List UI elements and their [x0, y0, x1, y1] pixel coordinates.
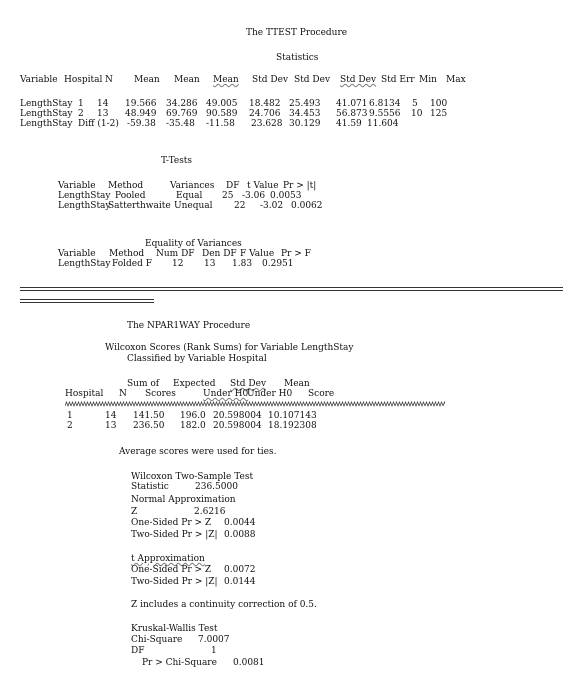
statistic-value: 236.5000: [195, 482, 238, 492]
cell: 9.5556: [369, 109, 401, 119]
cell: 2: [67, 421, 73, 431]
cell: LengthStay: [58, 191, 111, 201]
cell: 196.0: [180, 411, 206, 421]
col-scores: Scores: [145, 389, 176, 399]
cell: LengthStay: [58, 259, 111, 269]
t-two-sided-label: Two-Sided Pr > |Z|: [131, 577, 218, 587]
t-one-sided-value: 0.0072: [224, 565, 256, 575]
cell: 12: [172, 259, 184, 269]
ttest-title: The TTEST Procedure: [246, 28, 348, 38]
col-max: Max: [446, 75, 466, 85]
t-approx-label: t Approximation: [131, 554, 205, 564]
one-sided-label: One-Sided Pr > Z: [131, 518, 212, 528]
two-sided-label: Two-Sided Pr > |Z|: [131, 530, 218, 540]
t-two-sided-value: 0.0144: [224, 577, 256, 587]
cell: 22: [234, 201, 246, 211]
cell: 34.286: [166, 99, 198, 109]
cell: LengthStay: [20, 99, 73, 109]
col-min: Min: [419, 75, 437, 85]
col-score: Score: [308, 389, 335, 399]
cell: 41.59: [336, 119, 362, 129]
cell: -11.58: [206, 119, 235, 129]
chisq-value: 7.0007: [198, 635, 230, 645]
col-under-h0-2: Under H0: [247, 389, 293, 399]
cell: 100: [430, 99, 448, 109]
npar-title: The NPAR1WAY Procedure: [127, 321, 251, 331]
cell: Unequal: [174, 201, 213, 211]
cell: 18.482: [249, 99, 281, 109]
cell: 18.192308: [268, 421, 317, 431]
cell: 125: [430, 109, 448, 119]
cell: 0.0053: [270, 191, 302, 201]
col-numdf: Num DF: [156, 249, 195, 259]
col-variable: Variable: [58, 181, 96, 191]
cell: 2: [78, 109, 84, 119]
col-expected: Expected: [173, 379, 216, 389]
cell: 0.0062: [291, 201, 323, 211]
wilcoxon-title: Wilcoxon Scores (Rank Sums) for Variable LengthStay: [105, 343, 354, 353]
cell: LengthStay: [20, 109, 73, 119]
col-under-h0: Under H0: [203, 389, 249, 399]
classified-by: Classified by Variable Hospital: [127, 354, 267, 364]
cell: -3.02: [260, 201, 284, 211]
col-stddev: Std Dev: [230, 379, 267, 389]
cell: 13: [105, 421, 117, 431]
col-method: Method: [109, 249, 145, 259]
col-n: N: [119, 389, 127, 399]
cell: 13: [97, 109, 109, 119]
df-label: DF: [131, 646, 145, 656]
col-sumof: Sum of: [127, 379, 160, 389]
cell: 69.769: [166, 109, 198, 119]
separator-line: [20, 287, 563, 288]
col-df: DF: [226, 181, 240, 191]
two-sided-value: 0.0088: [224, 530, 256, 540]
cell: 1.83: [232, 259, 253, 269]
cell: 20.598004: [213, 411, 262, 421]
cell: 49.005: [206, 99, 238, 109]
cell: 6.8134: [369, 99, 401, 109]
col-pr: Pr > |t|: [283, 181, 317, 191]
cell: 30.129: [289, 119, 321, 129]
cell: 19.566: [125, 99, 157, 109]
col-dendf: Den DF: [202, 249, 237, 259]
cell: Diff (1-2): [78, 119, 119, 129]
cell: LengthStay: [58, 201, 111, 211]
chisq-label: Chi-Square: [131, 635, 183, 645]
cell: 34.453: [289, 109, 321, 119]
cell: 14: [105, 411, 117, 421]
one-sided-value: 0.0044: [224, 518, 256, 528]
z-value: 2.6216: [194, 507, 226, 517]
cell: 25: [222, 191, 234, 201]
cell: -59.38: [127, 119, 156, 129]
pr-chisq-value: 0.0081: [233, 658, 265, 668]
col-tvalue: t Value: [247, 181, 279, 191]
pr-chisq-label: Pr > Chi-Square: [142, 658, 217, 668]
col-variable: Variable: [58, 249, 96, 259]
cell: 1: [67, 411, 73, 421]
cell: 182.0: [180, 421, 206, 431]
cell: 11.604: [367, 119, 399, 129]
cell: Folded F: [112, 259, 153, 269]
cell: 1: [78, 99, 84, 109]
col-n: N: [105, 75, 113, 85]
separator-line: [20, 302, 154, 303]
cell: 48.949: [125, 109, 157, 119]
col-hospital: Hospital: [64, 75, 103, 85]
cell: 10.107143: [268, 411, 317, 421]
kruskal-title: Kruskal-Wallis Test: [131, 624, 218, 634]
df-value: 1: [211, 646, 217, 656]
continuity-note: Z includes a continuity correction of 0.5.: [131, 600, 317, 610]
cell: 5: [412, 99, 418, 109]
cell: LengthStay: [20, 119, 73, 129]
dashed-divider: [65, 401, 445, 407]
col-variances: Variances: [170, 181, 215, 191]
cell: -3.06: [242, 191, 266, 201]
separator-line: [20, 290, 563, 291]
col-mean: Mean: [284, 379, 310, 389]
statistics-title: Statistics: [276, 53, 319, 63]
normal-approx-label: Normal Approximation: [131, 495, 236, 505]
cell: Pooled: [115, 191, 146, 201]
cell: 10: [411, 109, 423, 119]
cell: 0.2951: [262, 259, 294, 269]
col-fvalue: F Value: [240, 249, 275, 259]
col-method: Method: [108, 181, 144, 191]
cell: Satterthwaite: [108, 201, 171, 211]
z-label: Z: [131, 507, 138, 517]
statistic-label: Statistic: [131, 482, 169, 492]
col-stddev-lower: Std Dev: [252, 75, 289, 85]
col-stddev: Std Dev: [294, 75, 331, 85]
cell: 56.873: [336, 109, 368, 119]
cell: 24.706: [249, 109, 281, 119]
t-one-sided-label: One-Sided Pr > Z: [131, 565, 212, 575]
cell: 141.50: [133, 411, 165, 421]
cell: 13: [204, 259, 216, 269]
separator-line: [20, 299, 154, 300]
two-sample-title: Wilcoxon Two-Sample Test: [131, 472, 254, 482]
col-variable: Variable: [20, 75, 58, 85]
col-mean: Mean: [174, 75, 200, 85]
col-hospital: Hospital: [65, 389, 104, 399]
cell: 20.598004: [213, 421, 262, 431]
col-mean-lower: Mean: [134, 75, 160, 85]
cell: 14: [97, 99, 109, 109]
cell: 236.50: [133, 421, 165, 431]
col-stderr: Std Err: [381, 75, 415, 85]
cell: 90.589: [206, 109, 238, 119]
cell: Equal: [176, 191, 203, 201]
col-stddev-upper: Std Dev: [340, 75, 377, 85]
cell: 41.071: [336, 99, 368, 109]
ties-note: Average scores were used for ties.: [119, 447, 277, 457]
ttests-title: T-Tests: [161, 156, 193, 166]
cell: 25.493: [289, 99, 321, 109]
cell: 23.628: [251, 119, 283, 129]
cell: -35.48: [166, 119, 195, 129]
col-mean-upper: Mean: [213, 75, 239, 85]
eqvar-title: Equality of Variances: [145, 239, 242, 249]
col-prf: Pr > F: [281, 249, 311, 259]
